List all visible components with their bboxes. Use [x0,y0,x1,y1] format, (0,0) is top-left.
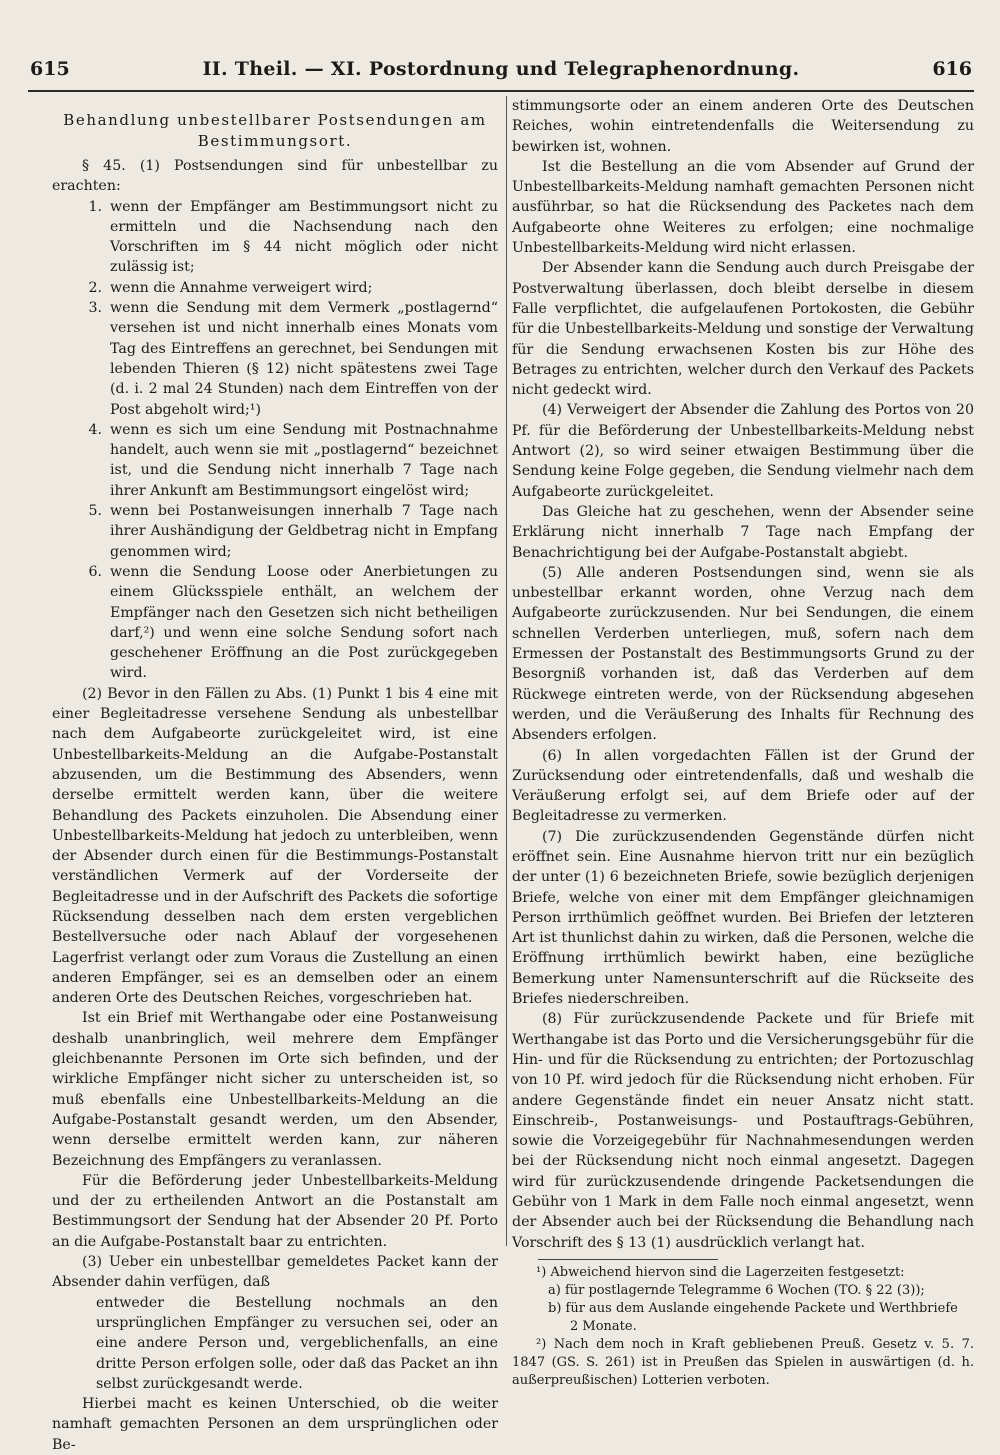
footnote-2: ²) Nach dem noch in Kraft gebliebenen Preuß. Gesetz v. 5. 7. 1847 (GS. S. 261) ist in Preußen das Spielen in auswärtigen (d. h. außerpreußischen) Lotterien verboten. [512,1336,974,1388]
paragraph-3: (3) Ueber ein unbestellbar gemeldetes Packet kann der Absender dahin verfügen, daß [52,1254,498,1291]
paragraph-2c: Für die Beförderung jeder Unbestellbarkeits-Meldung und der zu ertheilenden Antwort an die Postanstalt am Bestimmungsort der Sendung hat der Absender 20 Pf. Porto an die Aufgabe-Postanstalt baar zu entrichten. [52,1172,498,1250]
item-text: wenn die Sendung mit dem Vermerk „postlagernd“ versehen ist und nicht innerhalb eines Monats vom Tag des Eintreffens an gerechnet, bei Sendungen mit lebenden Thieren (§ 12) nicht spätestens zwei Tage (d. i. 2 mal 24 Stunden) nach dem Eintreffen von der Post abgeholt wird;¹) [110,300,498,418]
paragraph-r2: Ist die Bestellung an die vom Absender auf Grund der Unbestellbarkeits-Meldung namhaft gemachten Personen nicht ausführbar, so hat die Rücksendung des Packetes nach dem Aufgabeorte ohne Weiteres zu erfolgen; eine nochmalige Unbestellbarkeits-Meldung wird nicht erlassen. [512,158,974,257]
item-number: 6. [88,563,102,580]
footnote-1b-cont: 2 Monate. [570,1318,637,1334]
paragraph-r1: stimmungsorte oder an einem anderen Orte des Deutschen Reiches, wohin eintretendenfalls die Weitersendung zu bewirken ist, wohnen. [512,98,974,155]
list-item [52,501,498,562]
list-item [52,298,498,420]
footnotes [512,1264,974,1390]
list-item [52,278,498,298]
section-title: Behandlung unbestellbarer Postsendungen am Bestimmungsort. [63,111,487,150]
item-number: 1. [88,198,102,215]
footnote-rule [538,1259,718,1260]
paragraph-r3: Der Absender kann die Sendung auch durch Preisgabe der Postverwaltung überlassen, doch bleibt derselbe in diesem Falle verpflichtet, die aufgelaufenen Portokosten, die Gebühr für die Unbestellbarkeits-Meldung und sonstige der Verwaltung für die Sendung erwachsenen Kosten bis zur Höhe des Betrages zu entrichten, welcher durch den Verkauf des Packets nicht gedeckt wird. [512,260,974,399]
footnote-1b: b) für aus dem Auslande eingehende Packete und Werthbriefe [548,1300,958,1316]
paragraph-8: (8) Für zurückzusendende Packete und für Briefe mit Werthangabe ist das Porto und die Versicherungsgebühr für die Hin- und für die Rücksendung zu entrichten; der Portozuschlag von 10 Pf. wird jedoch für die Rücksendung nicht erhoben. Für andere Gegenstände findet ein neuer Ansatz nicht statt. Einschreib-, Postanweisungs- und Postauftrags-Gebühren, sowie die Vorzeigegebühr für Nachnahmesendungen werden bei der Rücksendung nicht noch einmal angesetzt. Dagegen wird für zurückzusendende dringende Packetsendungen die Gebühr von 1 Mark in dem Falle noch einmal angesetzt, wenn der Absender auch bei der Rücksendung die Behandlung nach Vorschrift des § 13 (1) ausdrücklich verlangt hat. [512,1011,974,1251]
list-item [52,562,498,684]
footnote-1a: a) für postlagernde Telegramme 6 Wochen (TO. § 22 (3)); [548,1282,925,1298]
paragraph-2: (2) Bevor in den Fällen zu Abs. (1) Punkt 1 bis 4 eine mit einer Begleitadresse versehene Sendung als unbestellbar nach dem Aufgabeorte zurückgeleitet wird, ist eine Unbestellbarkeits-Meldung an die Aufgabe-Postanstalt abzusenden, um die Bestimmung des Absenders, wenn derselbe ermittelt werden kann, über die weitere Behandlung des Packets einzuholen. Die Absendung einer Unbestellbarkeits-Meldung hat jedoch zu unterbleiben, wenn der Absender durch einen für die Bestimmungs-Postanstalt verständlichen Vermerk auf der Vorderseite der Begleitadresse und in der Aufschrift des Packets die sofortige Rücksendung desselben nach dem ersten vergeblichen Bestellversuche oder nach Ablauf der vorgesehenen Lagerfrist verlangt oder zum Voraus die Zustellung an einen anderen Empfänger, sei es an demselben oder an einem anderen Orte des Deutschen Reiches, vorgeschrieben hat. [52,685,498,1007]
item-number: 3. [88,300,102,317]
item-text: wenn bei Postanweisungen innerhalb 7 Tage nach ihrer Aushändigung der Geldbetrag nicht in Empfang genommen wird; [110,503,498,560]
left-page-number: 615 [30,58,70,80]
condition-list [52,197,498,684]
paragraph-7: (7) Die zurückzusendenden Gegenstände dürfen nicht eröffnet sein. Eine Ausnahme hiervon tritt nur ein bezüglich der unter (1) 6 bezeichneten Briefe, sowie bezüglich derjenigen Briefe, welche von einer mit dem Empfänger gleichnamigen Person irrthümlich geöffnet wurden. Bei Briefen der letzteren Art ist thunlichst dahin zu wirken, daß die Personen, welche die Eröffnung irrthümlich bewirkt haben, eine bezügliche Bemerkung unter Namensunterschrift auf die Rückseite des Briefes niederschreiben. [512,828,974,1008]
page-header [30,56,972,90]
paragraph-3b: entweder die Bestellung nochmals an den ursprünglichen Empfänger zu versuchen sei, oder an eine andere Person und, vergeblichenfalls, an eine dritte Person erfolgen solle, oder daß das Packet an ihn selbst zurückgesandt werde. [96,1294,498,1392]
left-column [52,96,498,1455]
header-rule [28,90,974,92]
paragraph-6: (6) In allen vorgedachten Fällen ist der Grund der Zurücksendung oder eintretendenfalls, daß und weshalb die Veräußerung erfolgt sei, auf dem Briefe oder auf der Begleitadresse zu vermerken. [512,747,974,825]
right-page-number: 616 [932,58,972,80]
column-divider [506,96,507,1246]
item-text: wenn der Empfänger am Bestimmungsort nicht zu ermitteln und die Nachsendung nach den Vorschriften im § 44 nicht möglich oder nicht zulässig ist; [110,198,498,276]
paragraph-5: (5) Alle anderen Postsendungen sind, wenn sie als unbestellbar erkannt worden, ohne Verzug nach dem Aufgabeorte zurückzusenden. Nur bei Sendungen, die einem schnellen Verderben unterliegen, muß, sofern nach dem Ermessen der Postanstalt des Bestimmungsorts Grund zu der Besorgniß vorhanden ist, daß das Verderben auf dem Rückwege eintreten werde, von der Rücksendung abgesehen werden, und die Veräußerung des Inhalts für Rechnung des Absenders erfolgen. [512,564,974,744]
footnote-1: ¹) Abweichend hiervon sind die Lagerzeiten festgesetzt: [536,1264,905,1280]
item-number: 4. [88,421,102,438]
item-text: wenn die Annahme verweigert wird; [110,279,373,296]
paragraph-2b: Ist ein Brief mit Werthangabe oder eine Postanweisung deshalb unanbringlich, weil mehrere dem Empfänger gleichbenannte Personen im Orte sich befinden, und der wirkliche Empfänger nicht sicher zu unterscheiden ist, so muß ebenfalls eine Unbestellbarkeits-Meldung an die Aufgabe-Postanstalt gesandt werden, um den Absender, wenn derselbe ermittelt werden kann, zur näheren Bezeichnung des Empfängers zu veranlassen. [52,1010,498,1169]
item-number: 5. [88,503,102,520]
list-item [52,420,498,501]
item-number: 2. [88,279,102,296]
item-text: wenn die Sendung Loose oder Anerbietungen zu einem Glücksspiele enthält, an welchem der Empfänger nach den Gesetzen sich nicht betheiligen darf,²) und wenn eine solche Sendung sofort nach geschehener Eröffnung an die Post zurückgegeben wird. [110,563,498,682]
paragraph-4b: Das Gleiche hat zu geschehen, wenn der Absender seine Erklärung nicht innerhalb 7 Tage nach Empfang der Benachrichtigung bei der Aufgabe-Postanstalt abgiebt. [512,503,974,561]
item-text: wenn es sich um eine Sendung mit Postnachnahme handelt, auch wenn sie mit „postlagernd“ bezeichnet ist, und die Sendung nicht innerhalb 7 Tage nach ihrer Ankunft am Bestimmungsort eingelöst wird; [110,421,498,499]
list-item [52,197,498,278]
paragraph-4: (4) Verweigert der Absender die Zahlung des Portos von 20 Pf. für die Beförderung der Unbestellbarkeits-Meldung nebst Antwort (2), so wird seiner etwaigen Bestimmung über die Sendung keine Folge gegeben, die Sendung vielmehr nach dem Aufgabeorte zurückgeleitet. [512,402,974,500]
running-title: II. Theil. — XI. Postordnung und Telegraphenordnung. [202,58,800,80]
paragraph-45-1: § 45. (1) Postsendungen sind für unbestellbar zu erachten: [52,158,498,195]
paragraph-3c: Hierbei macht es keinen Unterschied, ob die weiter namhaft gemachten Personen an dem ursprünglichen oder Be- [52,1396,498,1453]
right-column [512,96,974,1390]
